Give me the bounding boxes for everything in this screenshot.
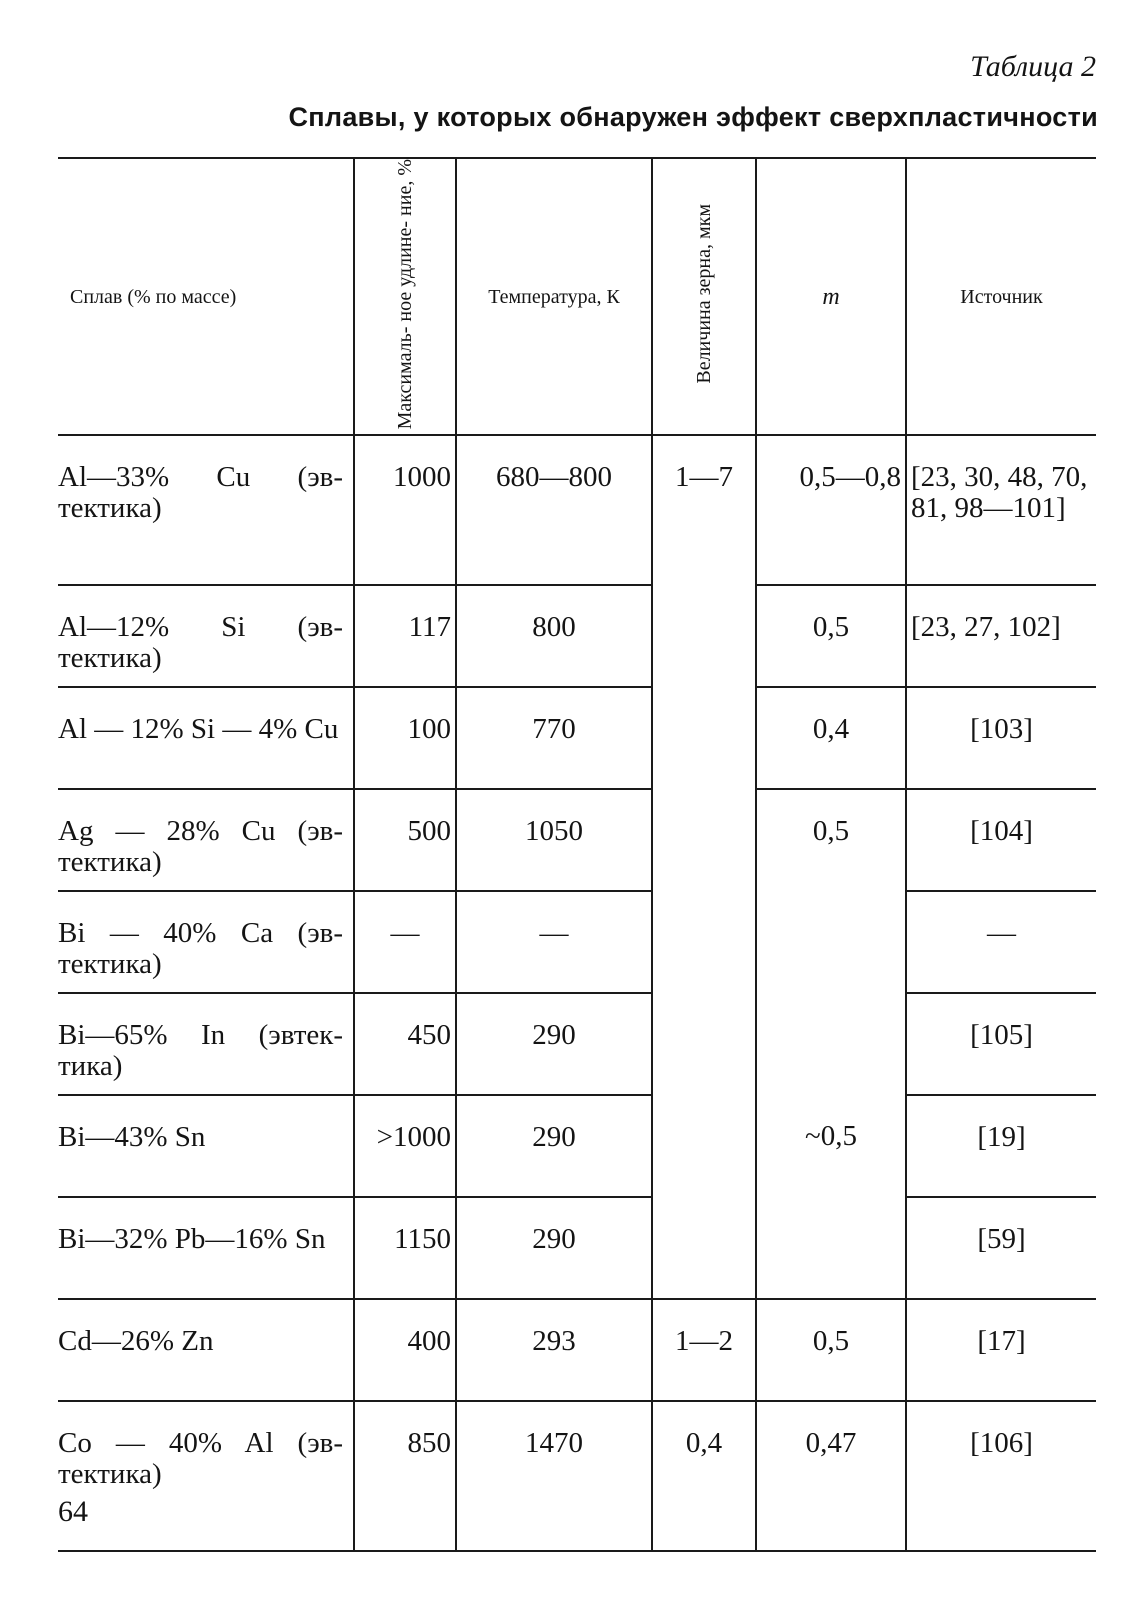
cell-temperature: 800 — [456, 585, 652, 687]
cell-temperature: 1470 — [456, 1401, 652, 1551]
cell-m: 0,5 — [756, 585, 906, 687]
table-row — [58, 585, 1096, 687]
cell-alloy: Al—12% Si (эв- тектика) — [58, 585, 354, 687]
cell-elongation: 450 — [354, 993, 456, 1095]
cell-grain-size: 1—2 — [652, 1299, 756, 1401]
header-temperature: Температура, К — [456, 158, 652, 435]
cell-temperature: — — [456, 891, 652, 993]
cell-alloy: Bi — 40% Ca (эв- тектика) — [58, 891, 354, 993]
cell-m: 0,4 — [756, 687, 906, 789]
cell-source: [23, 30, 48, 70, 81, 98—101] — [906, 435, 1096, 585]
header-m: m — [756, 158, 906, 435]
cell-elongation: 400 — [354, 1299, 456, 1401]
cell-alloy: Bi—65% In (эвтек- тика) — [58, 993, 354, 1095]
cell-temperature: 680—800 — [456, 435, 652, 585]
cell-m: ~0,5 — [756, 1095, 906, 1299]
cell-alloy: Al—33% Cu (эв- тектика) — [58, 435, 354, 585]
cell-alloy: Co — 40% Al (эв- тектика) — [58, 1401, 354, 1551]
cell-source: [105] — [906, 993, 1096, 1095]
cell-elongation: 850 — [354, 1401, 456, 1551]
table-row — [58, 687, 1096, 789]
cell-source: [59] — [906, 1197, 1096, 1299]
cell-m: 0,5 — [756, 1299, 906, 1401]
header-alloy: Сплав (% по массе) — [58, 158, 354, 435]
cell-alloy: Bi—43% Sn — [58, 1095, 354, 1197]
table-header-row — [58, 158, 1096, 435]
cell-grain-size: 0,4 — [652, 1401, 756, 1551]
cell-alloy: Bi—32% Pb—16% Sn — [58, 1197, 354, 1299]
cell-m: 0,5—0,8 — [756, 435, 906, 585]
cell-source: [17] — [906, 1299, 1096, 1401]
table-row — [58, 993, 1096, 1095]
cell-source: [104] — [906, 789, 1096, 891]
table-row — [58, 1197, 1096, 1299]
table-row — [58, 891, 1096, 993]
cell-temperature: 290 — [456, 1095, 652, 1197]
cell-m: 0,5 — [756, 789, 906, 1095]
header-elongation: Максималь- ное удлине- ние, % — [354, 158, 456, 435]
cell-elongation: >1000 — [354, 1095, 456, 1197]
cell-elongation: 100 — [354, 687, 456, 789]
header-source: Источник — [906, 158, 1096, 435]
cell-elongation: 1150 — [354, 1197, 456, 1299]
table-row — [58, 1299, 1096, 1401]
cell-elongation: — — [354, 891, 456, 993]
header-grain-size: Величина зерна, мкм — [652, 158, 756, 435]
cell-m: 0,47 — [756, 1401, 906, 1551]
cell-temperature: 770 — [456, 687, 652, 789]
table-row — [58, 1401, 1096, 1551]
cell-elongation: 117 — [354, 585, 456, 687]
page-number: 64 — [58, 1495, 88, 1528]
cell-alloy: Cd—26% Zn — [58, 1299, 354, 1401]
cell-elongation: 500 — [354, 789, 456, 891]
cell-source: — — [906, 891, 1096, 993]
cell-source: [23, 27, 102] — [906, 585, 1096, 687]
cell-elongation: 1000 — [354, 435, 456, 585]
cell-source: [19] — [906, 1095, 1096, 1197]
table-row — [58, 435, 1096, 585]
cell-temperature: 290 — [456, 1197, 652, 1299]
table-title: Сплавы, у которых обнаружен эффект сверхпластичности — [288, 102, 1098, 132]
cell-grain-size: 1—7 — [652, 435, 756, 1299]
cell-alloy: Ag — 28% Cu (эв- тектика) — [58, 789, 354, 891]
cell-temperature: 1050 — [456, 789, 652, 891]
table-row — [58, 1095, 1096, 1197]
superplastic-alloys-table — [58, 157, 1096, 1552]
table-row — [58, 789, 1096, 891]
cell-temperature: 290 — [456, 993, 652, 1095]
cell-temperature: 293 — [456, 1299, 652, 1401]
table-caption: Таблица 2 — [970, 50, 1096, 83]
cell-source: [106] — [906, 1401, 1096, 1551]
cell-source: [103] — [906, 687, 1096, 789]
cell-alloy: Al — 12% Si — 4% Cu — [58, 687, 354, 789]
